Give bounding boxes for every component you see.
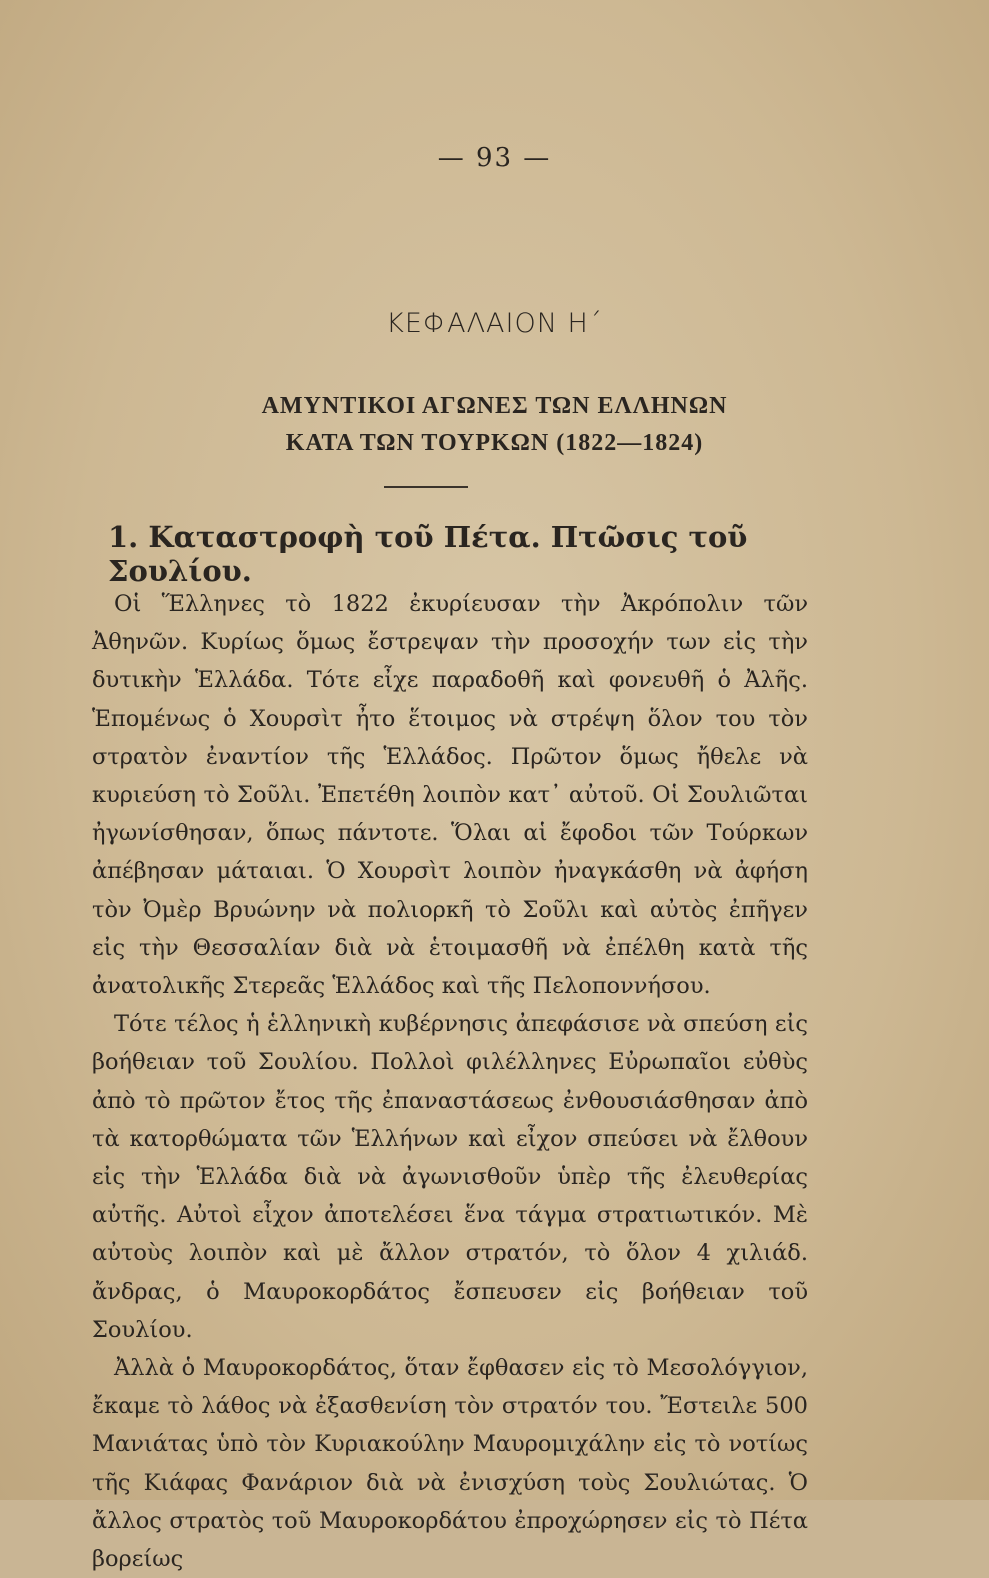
- chapter-heading: ΚΕΦΑΛΑΙΟΝ Η΄: [386, 308, 603, 339]
- paragraph: Ἀλλὰ ὁ Μαυροκορδάτος, ὅταν ἔφθασεν εἰς τὸ Μεσολόγγιον, ἔκαμε τὸ λάθος νὰ ἐξασθενίση τὸν στρατόν του. Ἔστειλε 500 Μανιάτας ὑπὸ τὸν Κυριακούλην Μαυρομιχάλην εἰς τὸ νοτίως τῆς Κιάφας Φανάριον διὰ νὰ ἐνισχύση τοὺς Σουλιώτας. Ὁ ἄλλος στρατὸς τοῦ Μαυροκορδάτου ἐπροχώρησεν εἰς τὸ Πέτα βορείως: [92, 1355, 808, 1573]
- divider-rule: [384, 486, 468, 488]
- page-number: — 93 —: [437, 143, 552, 173]
- subtitle-line-1: ΑΜΥΝΤΙΚΟΙ ΑΓΩΝΕΣ ΤΩΝ ΕΛΛΗΝΩΝ: [261, 393, 728, 419]
- paragraph: Τότε τέλος ἡ ἑλληνικὴ κυβέρνησις ἀπεφάσισε νὰ σπεύση εἰς βοήθειαν τοῦ Σουλίου. Πολλοὶ φιλέλληνες Εὐρωπαῖοι εὐθὺς ἀπὸ τὸ πρῶτον ἔτος τῆς ἐπαναστάσεως ἐνθουσιάσθησαν ἀπὸ τὰ κατορθώματα τῶν Ἑλλήνων καὶ εἶχον σπεύσει νὰ ἔλθουν εἰς τὴν Ἑλλάδα διὰ νὰ ἀγωνισθοῦν ὑπὲρ τῆς ἐλευθερίας αὐτῆς. Αὐτοὶ εἶχον ἀποτελέσει ἕνα τάγμα στρατιωτικόν. Μὲ αὐτοὺς λοιπὸν καὶ μὲ ἄλλον στρατόν, τὸ ὅλον 4 χιλιάδ. ἄνδρας, ὁ Μαυροκορδάτος ἔσπευσεν εἰς βοήθειαν τοῦ Σουλίου.: [92, 1011, 808, 1343]
- body-text: [92, 585, 808, 1578]
- paragraph: Οἱ Ἕλληνες τὸ 1822 ἐκυρίευσαν τὴν Ἀκρόπολιν τῶν Ἀθηνῶν. Κυρίως ὅμως ἔστρεψαν τὴν προσοχήν των εἰς τὴν δυτικὴν Ἑλλάδα. Τότε εἶχε παραδοθῆ καὶ φονευθῆ ὁ Ἀλῆς. Ἑπομένως ὁ Χουρσὶτ ἦτο ἕτοιμος νὰ στρέψη ὅλον του τὸν στρατὸν ἐναντίον τῆς Ἑλλάδος. Πρῶτον ὅμως ἤθελε νὰ κυριεύση τὸ Σοῦλι. Ἐπετέθη λοιπὸν κατ᾽ αὐτοῦ. Οἱ Σουλιῶται ἠγωνίσθησαν, ὅπως πάντοτε. Ὅλαι αἱ ἔφοδοι τῶν Τούρκων ἀπέβησαν μάταιαι. Ὁ Χουρσὶτ λοιπὸν ἠναγκάσθη νὰ ἀφήση τὸν Ὀμὲρ Βρυώνην νὰ πολιορκῆ τὸ Σοῦλι καὶ αὐτὸς ἐπῆγεν εἰς τὴν Θεσσαλίαν διὰ νὰ ἑτοιμασθῆ νὰ ἐπέλθη κατὰ τῆς ἀνατολικῆς Στερεᾶς Ἑλλάδος καὶ τῆς Πελοποννήσου.: [92, 591, 808, 1000]
- chapter-subtitle: [0, 388, 989, 462]
- section-title: 1. Καταστροφὴ τοῦ Πέτα. Πτῶσις τοῦ Σουλίου.: [108, 520, 748, 588]
- subtitle-line-2: ΚΑΤΑ ΤΩΝ ΤΟΥΡΚΩΝ (1822—1824): [285, 430, 704, 456]
